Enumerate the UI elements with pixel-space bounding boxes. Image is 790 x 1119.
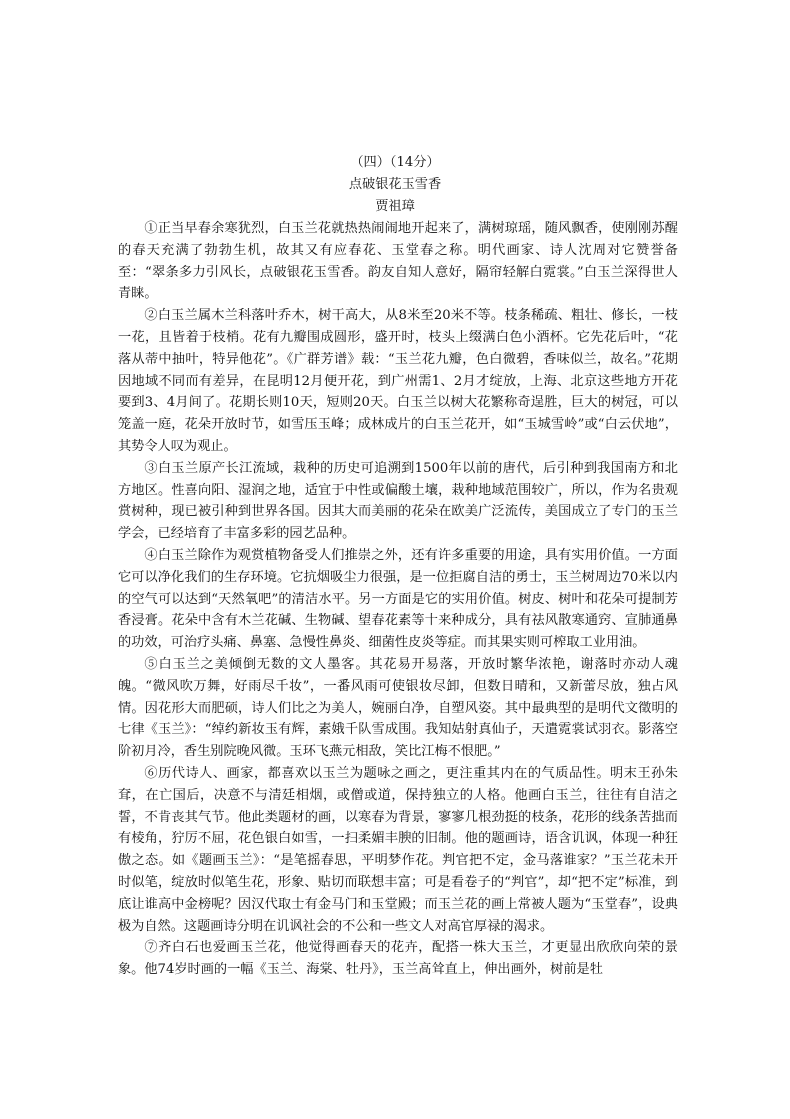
paragraph-3: ③白玉兰原产长江流域，栽种的历史可追溯到1500年以前的唐代，后引种到我国南方和北方地区。性喜向阳、湿润之地，适宜于中性或偏酸土壤，栽种地域范围较广，所以，作为名贵观赏树种，现已被引种到世界各国。因其大而美丽的花朵在欧美广泛流传，美国成立了专门的玉兰学会，已经培育了丰富多彩的园艺品种。	[118, 460, 678, 542]
section-label: （四）（14分）	[350, 155, 440, 170]
article-author: 贾祖璋	[375, 199, 415, 214]
paragraph-5: ⑤白玉兰之美倾倒无数的文人墨客。其花易开易落，开放时繁华浓艳，谢落时亦动人魂魄。“微风吹万舞，好雨尽千妆”，一番风雨可使银妆尽卸，但数日晴和，又新蕾尽放，独占风情。因花形大而肥硕，诗人们比之为美人，婉丽白净，自塑风姿。其中最典型的是明代文徵明的七律《玉兰》：“绰约新妆玉有辉，素娥千队雪成围。我知姑射真仙子，天遣霓裳试羽衣。影落空阶初月冷，香生别院晚风微。玉环飞燕元相敌，笑比江梅不恨肥。”	[118, 656, 678, 760]
article-title: 点破银花玉雪香	[348, 177, 442, 192]
paragraph-6: ⑥历代诗人、画家，都喜欢以玉兰为题咏之画之，更注重其内在的气质品性。明末王孙朱耷，在亡国后，决意不与清廷相烟，或僧或道，保持独立的人格。他画白玉兰，往往有自洁之誓，不肯丧其气节。他此类题材的画，以寒春为背景，寥寥几根劲挺的枝条，花形的线条苦拙而有棱角，狞厉不屈，花色银白如雪，一扫柔媚丰腴的旧制。他的题画诗，语含讥讽，体现一种狂傲之态。如《题画玉兰》：“是笔摇春思，平明梦作花。判官把不定，金马落谁家？”玉兰花未开时似笔，绽放时似笔生花，形象、贴切而联想丰富；可是看卷子的“判官”，却“把不定”标准，到底让谁高中金榜呢？因汉代取士有金马门和玉堂殿；而玉兰花的画上常被人题为“玉堂春”，设典极为自然。这题画诗分明在讥讽社会的不公和一些文人对高官厚禄的渴求。	[118, 765, 678, 934]
paragraph-7: ⑦齐白石也爱画玉兰花，他觉得画春天的花卉，配搭一株大玉兰，才更显出欣欣向荣的景象。他74岁时画的一幅《玉兰、海棠、牡丹》，玉兰高耸直上，伸出画外，树前是牡	[118, 940, 678, 978]
paragraph-2: ②白玉兰属木兰科落叶乔木，树干高大，从8米至20米不等。枝条稀疏、粗壮、修长，一枝一花，且皆着于枝梢。花有九瓣围成圆形，盛开时，枝头上缀满白色小酒杯。它先花后叶，“花落从蒂中抽叶，特异他花”。《广群芳谱》载：“玉兰花九瓣，色白微碧，香味似兰，故名。”花期因地域不同而有差异，在昆明12月便开花，到广州需1、2月才绽放，上海、北京这些地方开花要到3、4月间了。花期长则10天，短则20天。白玉兰以树大花繁称奇逞胜，巨大的树冠，可以笼盖一庭，花朵开放时节，如雪压玉峰；成林成片的白玉兰花开，如“玉城雪岭”或“白云伏地”，其势令人叹为观止。	[118, 308, 678, 454]
paragraph-4: ④白玉兰除作为观赏植物备受人们推崇之外，还有许多重要的用途，具有实用价值。一方面它可以净化我们的生存环境。它抗烟吸尘力很强，是一位拒腐自洁的勇士，玉兰树周边70米以内的空气可以达到“天然氧吧”的清洁水平。另一方面是它的实用价值。树皮、树叶和花朵可提制芳香浸膏。花朵中含有木兰花碱、生物碱、望春花素等十来种成分，具有祛风散寒通窍、宣肺通鼻的功效，可治疗头痛、鼻塞、急慢性鼻炎、细菌性皮炎等症。而其果实则可榨取工业用油。	[118, 547, 678, 651]
paragraph-1: ①正当早春余寒犹烈，白玉兰花就热热闹闹地开起来了，满树琼瑶，随风飘香，使刚刚苏醒的春天充满了勃勃生机，故其又有应春花、玉堂春之称。明代画家、诗人沈周对它赞誉备至：“翠条多力引风长，点破银花玉雪香。韵友自知人意好，隔帘轻解白霓裳。”白玉兰深得世人青睐。	[118, 221, 678, 302]
article-body	[118, 218, 678, 981]
